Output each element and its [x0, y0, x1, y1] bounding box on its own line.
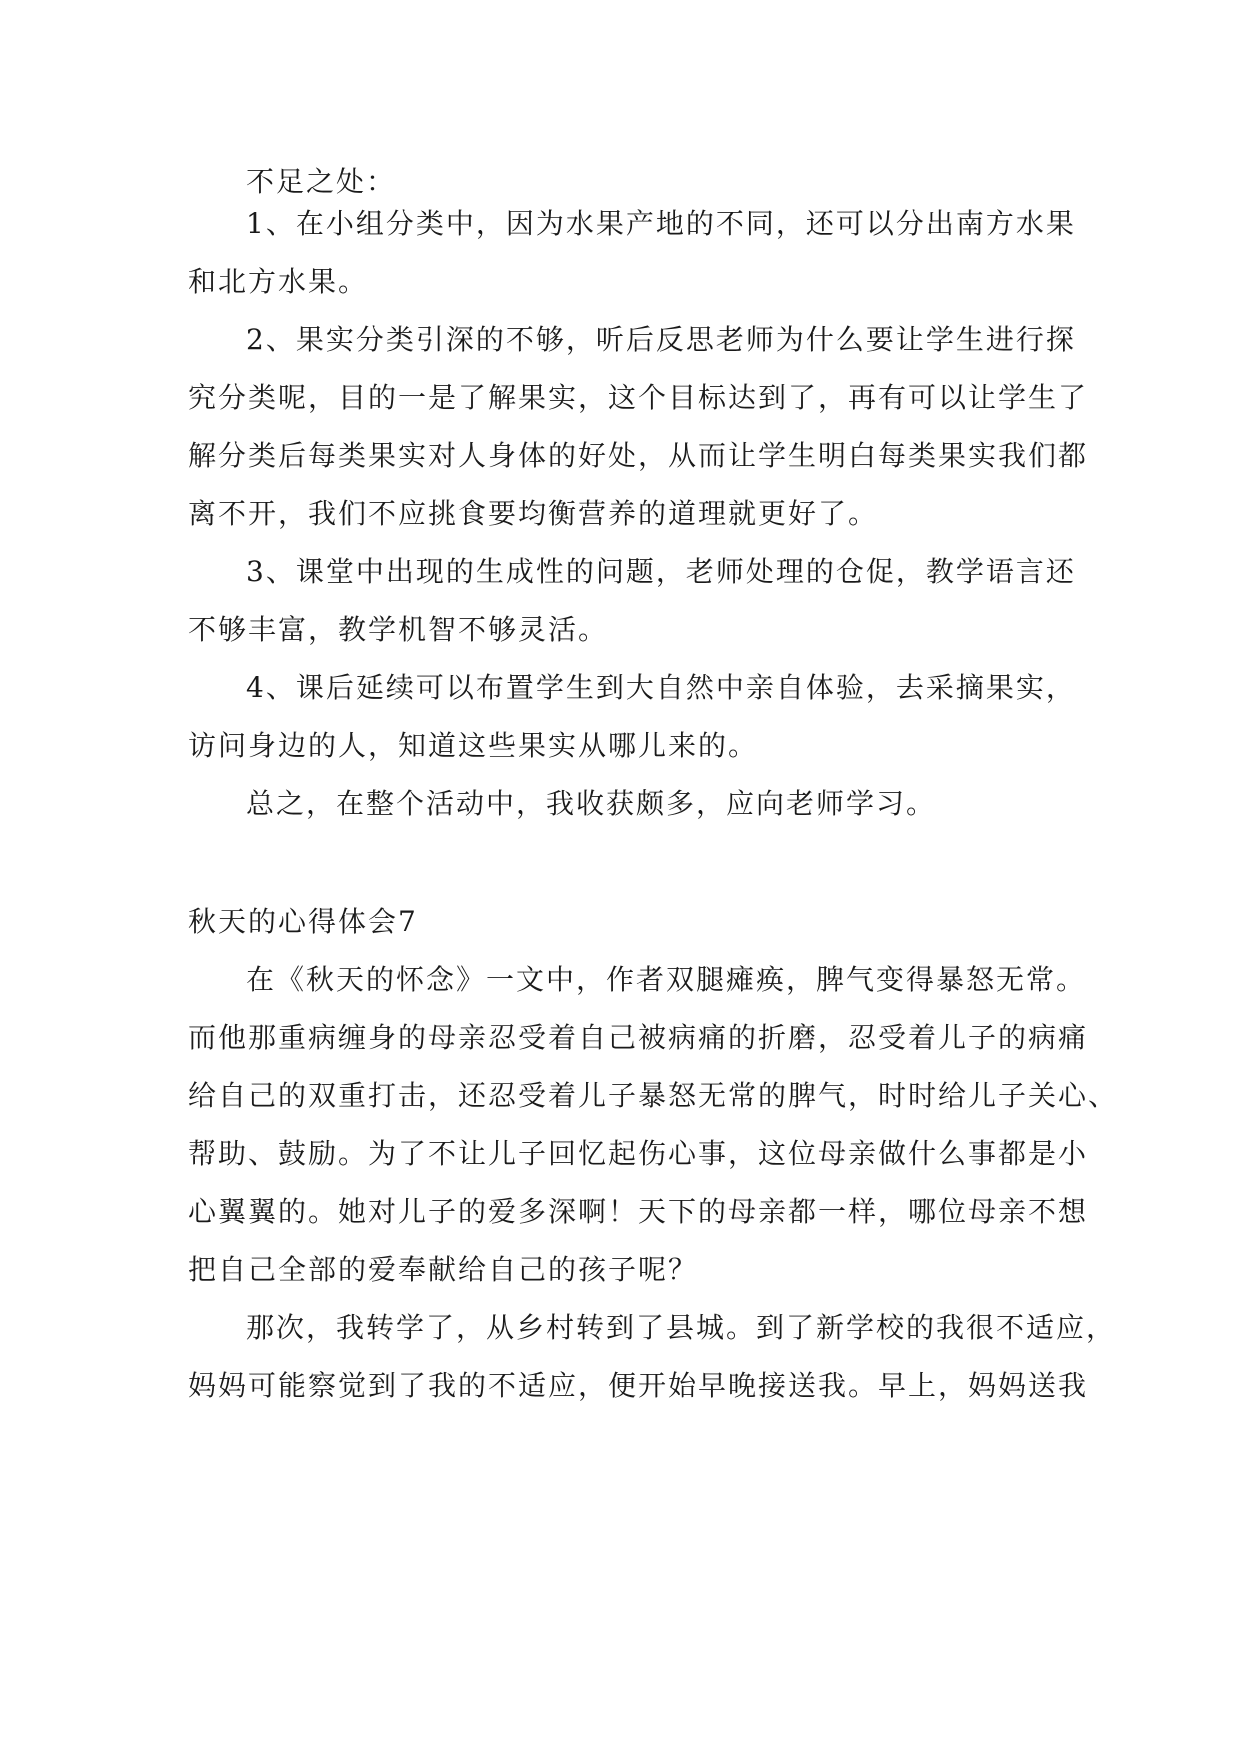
- paragraph-point-4-line-2: 访问身边的人，知道这些果实从哪儿来的。: [188, 729, 759, 762]
- paragraph-point-2-line-2: 究分类呢，目的一是了解果实，这个目标达到了，再有可以让学生了: [188, 381, 1089, 414]
- paragraph-essay-1-line-3: 给自己的双重打击，还忍受着儿子暴怒无常的脾气，时时给儿子关心、: [188, 1079, 1119, 1112]
- paragraph-point-3-line-2: 不够丰富，教学机智不够灵活。: [188, 613, 609, 646]
- paragraph-essay-1-line-5: 心翼翼的。她对儿子的爱多深啊！天下的母亲都一样，哪位母亲不想: [188, 1195, 1089, 1228]
- paragraph-point-2-line-1: 2、果实分类引深的不够，听后反思老师为什么要让学生进行探: [246, 323, 1076, 356]
- paragraph-essay-1-line-4: 帮助、鼓励。为了不让儿子回忆起伤心事，这位母亲做什么事都是小: [188, 1137, 1089, 1170]
- paragraph-summary: 总之，在整个活动中，我收获颇多，应向老师学习。: [246, 787, 937, 820]
- paragraph-point-2-line-4: 离不开，我们不应挑食要均衡营养的道理就更好了。: [188, 497, 879, 530]
- paragraph-essay-2-line-1: 那次，我转学了，从乡村转到了县城。到了新学校的我很不适应，: [246, 1311, 1117, 1344]
- section-title: 秋天的心得体会7: [188, 905, 418, 938]
- paragraph-shortcomings-heading: 不足之处：: [246, 165, 397, 198]
- paragraph-essay-1-line-6: 把自己全部的爱奉献给自己的孩子呢？: [188, 1253, 699, 1286]
- paragraph-point-2-line-3: 解分类后每类果实对人身体的好处，从而让学生明白每类果实我们都: [188, 439, 1089, 472]
- paragraph-essay-1-line-2: 而他那重病缠身的母亲忍受着自己被病痛的折磨，忍受着儿子的病痛: [188, 1021, 1089, 1054]
- paragraph-essay-2-line-2: 妈妈可能察觉到了我的不适应，便开始早晚接送我。早上，妈妈送我: [188, 1369, 1089, 1402]
- paragraph-point-4-line-1: 4、课后延续可以布置学生到大自然中亲自体验，去采摘果实，: [246, 671, 1076, 704]
- paragraph-point-1-line-1: 1、在小组分类中，因为水果产地的不同，还可以分出南方水果: [246, 207, 1076, 240]
- paragraph-point-1-line-2: 和北方水果。: [188, 265, 369, 298]
- paragraph-point-3-line-1: 3、课堂中出现的生成性的问题，老师处理的仓促，教学语言还: [246, 555, 1076, 588]
- paragraph-essay-1-line-1: 在《秋天的怀念》一文中，作者双腿瘫痪，脾气变得暴怒无常。: [246, 963, 1087, 996]
